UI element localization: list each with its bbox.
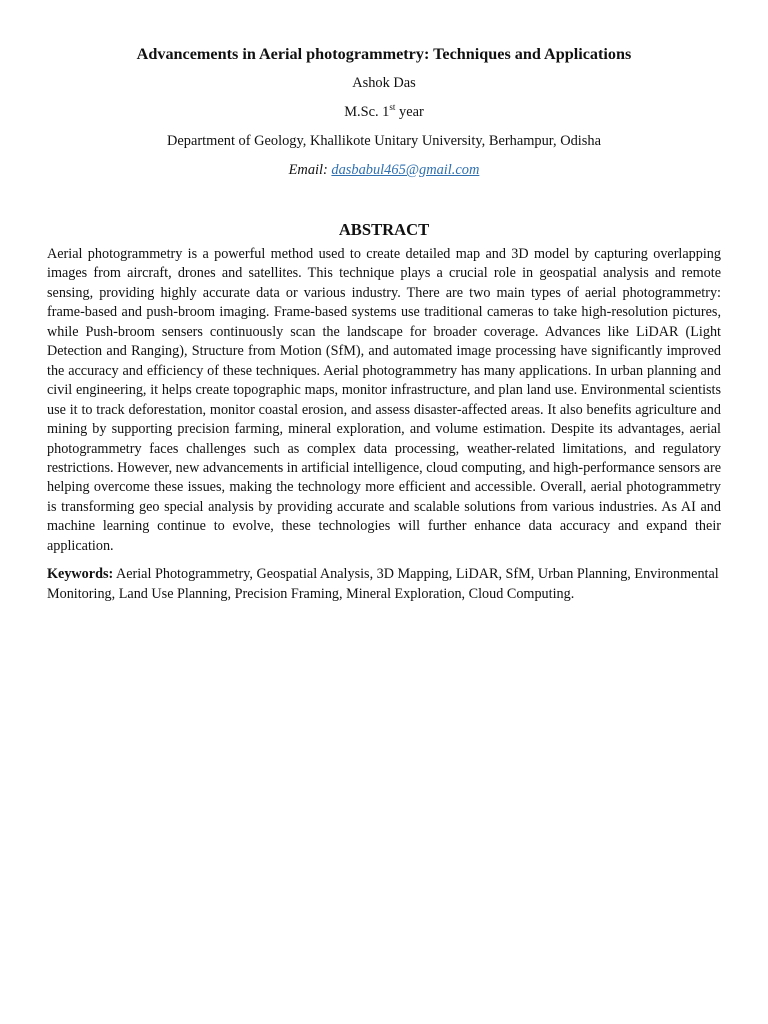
abstract-heading: ABSTRACT [338,220,430,239]
paper-title: Advancements in Aerial photogrammetry: Techniques and Applications [136,45,632,63]
degree-suffix: year [395,104,424,120]
keywords-label: Keywords: [47,566,114,583]
author-degree [47,102,721,122]
author-email [47,160,721,180]
email-link[interactable]: dasbabul465@gmail.com [331,162,480,178]
author-name: Ashok Das [352,75,416,91]
author-department: Department of Geology, Khallikote Unitary University, Berhampur, Odisha [167,133,601,149]
degree-prefix: M.Sc. 1 [344,104,390,120]
degree-superscript: st [389,102,396,113]
keywords-list: Aerial Photogrammetry, Geospatial Analysis, 3D Mapping, LiDAR, SfM, Urban Planning, Environmental Monitoring, Land Use Planning, Precision Framing, Mineral Exploration, Cloud Computing. [47,566,719,602]
keywords-paragraph [47,565,721,604]
email-label: Email: [288,162,332,178]
abstract-body: Aerial photogrammetry is a powerful method used to create detailed map and 3D model by capturing overlapping images from aircraft, drones and satellites. This technique plays a crucial role in geospatial analysis and remote sensing, providing highly accurate data or various industry. There are two main types of aerial photogrammetry: frame-based and push-broom imaging. Frame-based systems use traditional cameras to take high-resolution pictures, while Push-broom sensers continuously scan the landscape for broader coverage. Advances like LiDAR (Light Detection and Ranging), Structure from Motion (SfM), and automated image processing have significantly improved the accuracy and efficiency of these techniques. Aerial photogrammetry has many applications. In urban planning and civil engineering, it helps create topographic maps, monitor infrastructure, and plan land use. Environmental scientists use it to track deforestation, monitor coastal erosion, and assess disaster-affected areas. It also benefits agriculture and mining by supporting precision farming, mineral exploration, and volume estimation. Despite its advantages, aerial photogrammetry faces challenges such as complex data processing, weather-related limitations, and regulatory restrictions. However, new advancements in artificial intelligence, cloud computing, and high-performance sensors are helping overcome these issues, making the technology more efficient and accessible. Overall, aerial photogrammetry is transforming geo special analysis by providing accurate and scalable solutions from various industries. As AI and machine learning continue to evolve, these technologies will further enhance data accuracy and expand their application. [47,246,721,554]
